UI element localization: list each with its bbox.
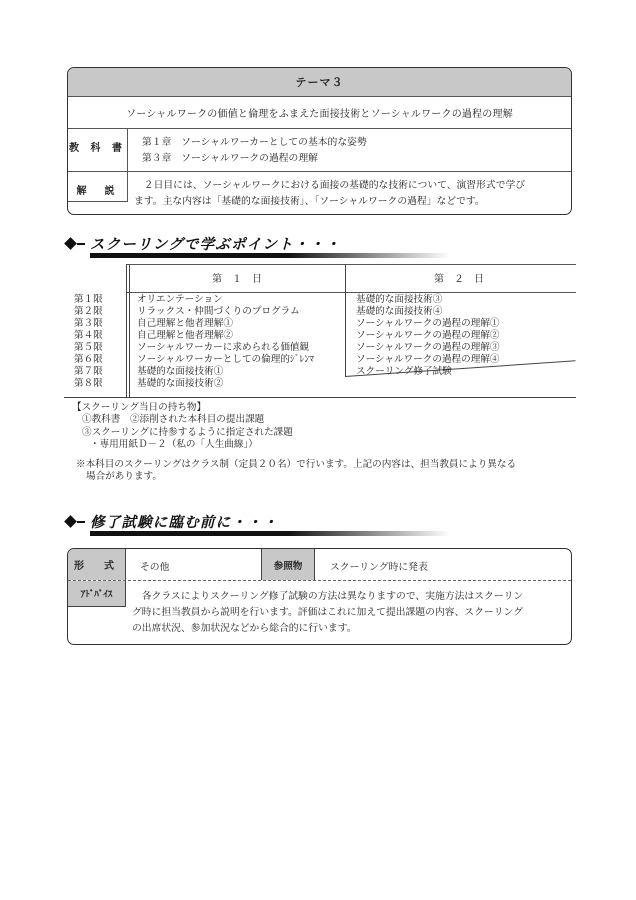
- advice-label: ｱﾄﾞﾊﾞｲｽ: [68, 581, 126, 607]
- textbook-content: [128, 129, 375, 171]
- format-label: 形 式: [68, 549, 126, 580]
- day2-cell: ソーシャルワークの過程の理解③: [356, 342, 500, 353]
- day1-cell: リラックス・仲間づくりのプログラム: [137, 306, 300, 317]
- period-column: [74, 294, 103, 390]
- day2-column: [356, 294, 500, 378]
- theme-subtitle: ソーシャルワークの価値と倫理をふまえた面接技術とソーシャルワークの過程の理解: [68, 97, 571, 129]
- belongings-line: ・専用用紙Ｄ－２（私の「人生曲線」）: [90, 439, 258, 451]
- exam-heading-text: 修了試験に臨む前に・・・: [90, 515, 279, 531]
- schedule-table: [64, 264, 576, 398]
- belongings-notes: [72, 402, 293, 452]
- schedule-divider: [345, 264, 346, 376]
- day2-cell: スクーリング修了試験: [356, 366, 452, 377]
- class-remark: [76, 459, 576, 484]
- theme-box: [67, 67, 572, 215]
- schedule-rule: [126, 264, 576, 265]
- schedule-divider: [129, 264, 130, 397]
- period-cell: 第８限: [74, 378, 103, 389]
- exam-top-row: [68, 549, 571, 581]
- day1-cell: オリエンテーション: [137, 294, 223, 305]
- bullet-tail: [77, 521, 85, 523]
- period-cell: 第１限: [74, 294, 103, 305]
- day1-cell: 基礎的な面接技術①: [137, 366, 224, 377]
- heading-underline-bar: [90, 531, 450, 536]
- period-cell: 第４限: [74, 330, 103, 341]
- period-cell: 第７限: [74, 366, 103, 377]
- diamond-bullet-icon: [64, 515, 77, 528]
- advice-line: の出席状況、参加状況などから総合的に行います。: [132, 623, 357, 634]
- advice-line: グ時に担当教員から説明を行います。評価はこれに加えて提出課題の内容、スクーリング: [132, 607, 523, 618]
- day2-cell: 基礎的な面接技術③: [356, 294, 443, 305]
- explanation-row: [68, 172, 571, 214]
- points-heading: [64, 236, 484, 262]
- textbook-line: 第１章 ソーシャルワーカーとしての基本的な姿勢: [142, 137, 367, 148]
- heading-underline-bar: [90, 253, 450, 258]
- day1-cell: 基礎的な面接技術②: [137, 378, 224, 389]
- textbook-label: 教 科 書: [68, 129, 128, 171]
- diamond-bullet-icon: [64, 237, 77, 250]
- advice-text: [132, 589, 562, 637]
- day1-cell: 自己理解と他者理解①: [137, 318, 233, 329]
- day1-cell: ソーシャルワーカーとしての倫理的ｼﾞﾚﾝﾏ: [137, 354, 314, 365]
- textbook-line: 第３章 ソーシャルワークの過程の理解: [142, 153, 318, 164]
- textbook-row: [68, 129, 571, 172]
- schedule-rule: [64, 397, 576, 398]
- day2-cell: 基礎的な面接技術④: [356, 306, 443, 317]
- period-cell: 第６限: [74, 354, 103, 365]
- day1-column: [137, 294, 314, 390]
- advice-line: 各クラスによりスクーリング修了試験の方法は異なりますので、実施方法はスクーリン: [132, 591, 524, 602]
- day2-cell: ソーシャルワークの過程の理解②: [356, 330, 500, 341]
- format-value: その他: [140, 562, 170, 573]
- belongings-title: 【スクーリング当日の持ち物】: [72, 402, 207, 413]
- explanation-line: ２日目には、ソーシャルワークにおける面接の基礎的な技術について、演習形式で学び: [134, 180, 526, 191]
- period-cell: 第５限: [74, 342, 103, 353]
- day2-cell: ソーシャルワークの過程の理解①: [356, 318, 500, 329]
- day2-cell: ソーシャルワークの過程の理解④: [356, 354, 500, 365]
- explanation-content: [128, 172, 531, 214]
- exam-box: [67, 548, 572, 645]
- remark-line: 場合があります。: [86, 471, 162, 483]
- schedule-rule: [126, 292, 576, 293]
- bullet-tail: [77, 243, 85, 245]
- schedule-divider: [126, 264, 127, 397]
- reference-value: スクーリング時に発表: [330, 562, 428, 573]
- period-cell: 第２限: [74, 306, 103, 317]
- day2-header: 第 ２ 日: [434, 274, 484, 285]
- day1-header: 第 １ 日: [212, 274, 262, 285]
- day1-cell: ソーシャルワーカーに求められる価値観: [137, 342, 310, 353]
- explanation-label: 解 説: [68, 172, 128, 202]
- belongings-line: ①教科書 ②添削された本科目の提出課題: [82, 414, 265, 426]
- theme-title: テーマ３: [68, 68, 571, 97]
- points-heading-text: スクーリングで学ぶポイント・・・: [90, 237, 341, 253]
- reference-label: 参照物: [261, 549, 315, 580]
- explanation-line: ます。主な内容は「基礎的な面接技術」、「ソーシャルワークの過程」などです。: [134, 196, 485, 207]
- exam-heading: [64, 514, 484, 540]
- period-cell: 第３限: [74, 318, 103, 329]
- dashed-separator: [68, 580, 571, 581]
- belongings-line: ③スクーリングに持参するように指定された課題: [82, 426, 293, 438]
- remark-line: ※本科目のスクーリングはクラス制（定員２０名）で行います。上記の内容は、担当教員により異なる: [76, 459, 517, 470]
- day1-cell: 自己理解と他者理解②: [137, 330, 233, 341]
